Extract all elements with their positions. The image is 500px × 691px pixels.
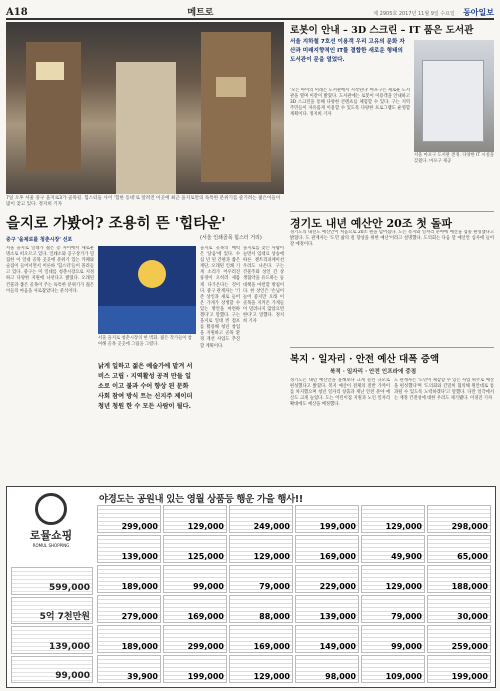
ad-featured-price: 139,000 bbox=[49, 641, 90, 652]
ad-product-cell bbox=[163, 655, 227, 683]
ad-product-cell bbox=[163, 625, 227, 653]
ad-product-cell bbox=[361, 535, 425, 563]
ad-product-cell bbox=[97, 535, 161, 563]
library-lead: 서울 지하철 7호선 이용객 우리 고유의 문화 자산과 미래지향적인 IT를 결합한 새로운 형태의 도서관이 문을 열었다. bbox=[290, 39, 405, 63]
ad-product-cell bbox=[295, 505, 359, 533]
welfare-body-1: 경기도는 내년 예산안을 올해보다 크게 늘린 규모로 편성했다고 밝혔다. 복지 예산이 전체의 절반 가까이를 차지했으며 청년 일자리 창출과 재난 안전 분야 예산도 크게 늘었다. 도는 어린이집 지원과 노인 일자리 확대에도 예산을 배정했다. bbox=[290, 378, 390, 408]
ad-product-cell bbox=[427, 505, 491, 533]
ad-product-cell bbox=[295, 625, 359, 653]
alley-photo bbox=[6, 22, 284, 194]
ad-product-cell bbox=[295, 535, 359, 563]
main-body-col3: 을지로 골목의 매력은 '낡음'에 있다. 수십 년 된 간판과 좁은 계단, 오래된 인쇄 기계 소리가 어우러진 풍경이 오히려 새롭게 다가온다는 것이다. 중구 관계자는 '기존 상인과 새로 들어온 가게가 상생할 수 있는 방안을 마련하겠다'고 말했다. 구는 을지로 일대 빈 점포를 활용해 청년 창업을 지원하고 골목 환경 개선 사업도 추진할 계획이다. bbox=[200, 246, 240, 349]
ad-product-price: 169,000 bbox=[187, 612, 224, 621]
ad-product-cell bbox=[427, 655, 491, 683]
main-subtitle: (서울 인쇄골목 힙스터 거리) bbox=[200, 235, 262, 241]
ad-product-price: 79,000 bbox=[391, 612, 422, 621]
library-photo-caption: 서울 마포구 도서관 전경. 다양한 IT 시설을 갖췄다. 마포구 제공 bbox=[414, 153, 494, 164]
ad-product-price: 189,000 bbox=[121, 582, 158, 591]
ad-left-column bbox=[11, 567, 93, 683]
ad-product-price: 129,000 bbox=[385, 522, 422, 531]
ad-product-cell bbox=[295, 565, 359, 593]
main-body-col4: 을지로를 찾는 사람이 늘면서 임대료 상승에 따른 젠트리피케이션 우려도 나온다. 구는 건물주와 상인 간 상생협약을 유도하는 등 대책을 마련할 방침이다. 한 상인은 '손님이 늘어 좋지만 오래 이 골목을 지켜온 가게들이 밀려나지 않았으면 한다'고 말했다. 정지희 기자 bbox=[243, 246, 284, 325]
store-logo: 로뮬쇼핑 ROMUL SHOPPING bbox=[11, 491, 91, 561]
ad-product-price: 169,000 bbox=[253, 642, 290, 651]
ad-product-price: 88,000 bbox=[259, 612, 290, 621]
welfare-body-2: 도 관계자는 '도민이 체감할 수 있는 사업 위주로 예산을 편성했다'며 '도의회와 긴밀히 협의해 원안대로 통과될 수 있도록 노력하겠다'고 말했다. 다만 일각에서는 재정 건전성에 대한 우려도 제기됐다. 이경진 기자 bbox=[394, 378, 494, 402]
ad-product-cell bbox=[97, 505, 161, 533]
ad-product-price: 129,000 bbox=[253, 552, 290, 561]
mural-photo-caption: 서울 을지로 청춘시장의 한 벽화. 젊은 작가들이 참여해 골목 곳곳에 그림을 그렸다. bbox=[98, 336, 192, 347]
issue-meta: 제 2905호 2017년 11월 9일 수요일 bbox=[373, 11, 455, 17]
ad-product-cell bbox=[97, 655, 161, 683]
ad-product-price: 149,000 bbox=[319, 642, 356, 651]
ad-product-price: 49,900 bbox=[391, 552, 422, 561]
ad-product-cell bbox=[361, 655, 425, 683]
ad-product-cell bbox=[229, 655, 293, 683]
ad-product-cell bbox=[163, 565, 227, 593]
ad-product-price: 125,000 bbox=[187, 552, 224, 561]
ad-product-cell bbox=[427, 565, 491, 593]
ad-product-price: 249,000 bbox=[253, 522, 290, 531]
ad-product-cell bbox=[163, 505, 227, 533]
ad-featured-price: 5억 7천만원 bbox=[39, 612, 90, 622]
ad-product-cell bbox=[229, 535, 293, 563]
ad-product-cell bbox=[229, 595, 293, 623]
ad-product-cell bbox=[427, 625, 491, 653]
ad-product-cell bbox=[361, 565, 425, 593]
ad-product-price: 279,000 bbox=[121, 612, 158, 621]
main-tag: 중구 '을제로를 청춘시장' 선포 bbox=[6, 237, 73, 243]
newspaper-brand: 동아일보 bbox=[463, 8, 494, 17]
ad-product-cell bbox=[97, 625, 161, 653]
ad-product-price: 299,000 bbox=[121, 522, 158, 531]
ad-product-cell bbox=[229, 625, 293, 653]
library-photo bbox=[414, 40, 494, 152]
ad-product-cell bbox=[97, 565, 161, 593]
ad-product-cell bbox=[295, 655, 359, 683]
ad-product-cell bbox=[361, 625, 425, 653]
ad-product-price: 98,000 bbox=[325, 672, 356, 681]
ad-product-price: 259,000 bbox=[451, 642, 488, 651]
ad-product-cell bbox=[163, 595, 227, 623]
ad-featured-price: 599,000 bbox=[49, 582, 90, 593]
ad-product-price: 129,000 bbox=[385, 582, 422, 591]
ad-product-price: 139,000 bbox=[319, 612, 356, 621]
ad-product-price: 65,000 bbox=[457, 552, 488, 561]
welfare-subtitle: 북적 · 일자리 · 안전 인프라에 중점 bbox=[330, 369, 417, 375]
ad-product-price: 189,000 bbox=[121, 642, 158, 651]
section-name: 메트로 bbox=[187, 8, 214, 18]
welfare-headline: 복지 · 일자리 · 안전 예산 대폭 증액 bbox=[290, 347, 494, 365]
ad-product-cell bbox=[295, 595, 359, 623]
ad-product-cell bbox=[427, 535, 491, 563]
library-body: '모든 아이의 미래는 도서관에서 시작된다' 마포구는 새로운 도서관을 열며 이같이 밝혔다. 도서관에는 로봇이 이용객을 안내하고 3D 스크린을 통해 다양한 콘텐츠를 체험할 수 있다. 구는 지역 주민들이 자유롭게 이용할 수 있도록 다양한 프로그램도 운영할 계획이다. 정지희 기자 bbox=[290, 88, 410, 118]
mural-photo bbox=[98, 246, 196, 334]
ad-headline: 야경도는 공원내 있는 영월 상품등 행운 가을 행사!! bbox=[99, 494, 303, 505]
ad-product-price: 109,000 bbox=[385, 672, 422, 681]
ad-product-cell bbox=[163, 535, 227, 563]
ad-product-price: 79,000 bbox=[259, 582, 290, 591]
ad-product-price: 199,000 bbox=[187, 672, 224, 681]
page-number: A18 bbox=[6, 7, 28, 18]
ad-product-price: 99,000 bbox=[391, 642, 422, 651]
ad-featured-cell bbox=[11, 626, 93, 654]
ad-product-price: 129,000 bbox=[187, 522, 224, 531]
ad-product-price: 299,000 bbox=[187, 642, 224, 651]
ad-product-price: 298,000 bbox=[451, 522, 488, 531]
ad-product-cell bbox=[229, 565, 293, 593]
ad-product-price: 169,000 bbox=[319, 552, 356, 561]
page-header bbox=[6, 4, 494, 20]
ad-product-price: 99,000 bbox=[193, 582, 224, 591]
main-headline: 을지로 가봤어? 조용히 뜬 '힙타운' bbox=[6, 215, 226, 232]
ad-product-price: 229,000 bbox=[319, 582, 356, 591]
ad-product-cell bbox=[361, 505, 425, 533]
ad-featured-price: 99,000 bbox=[55, 671, 90, 681]
ad-product-price: 199,000 bbox=[319, 522, 356, 531]
ad-product-price: 139,000 bbox=[121, 552, 158, 561]
shopping-advertisement bbox=[6, 486, 496, 688]
library-headline: 로봇이 안내 – 3D 스크린 – IT 품은 도서관 bbox=[290, 25, 474, 36]
ad-featured-cell bbox=[11, 567, 93, 595]
ad-product-price: 188,000 bbox=[451, 582, 488, 591]
budget-body: 경기도의 내년도 예산안이 처음으로 20조 원을 넘어섰다. 도는 복지와 일자리 분야에 예산을 집중 편성했다고 밝혔다. 도 관계자는 '도민 삶의 질 향상을 위한 예산'이라고 설명했다. 도의회는 다음 달 예산안 심사에 들어갈 예정이다. bbox=[290, 230, 494, 248]
ad-product-cell bbox=[229, 505, 293, 533]
ad-featured-cell bbox=[11, 597, 93, 625]
main-body-col1: 서울 을지로 일대가 젊은 층 사이에서 새로운 명소로 떠오르고 있다. 인쇄소와 공구상가가 밀집한 이 일대 골목 곳곳에 분위기 있는 카페와 술집이 들어서면서 이른바 '힙스터'들이 몰려들고 있다. 중구는 이 일대를 청춘시장으로 지정하고 다양한 지원에 나선다고 밝혔다. 오래된 건물과 좁은 골목이 주는 독특한 분위기가 젊은이들의 마음을 사로잡았다는 분석이다. bbox=[6, 246, 94, 294]
ad-product-cell bbox=[97, 595, 161, 623]
ad-product-cell bbox=[361, 595, 425, 623]
ad-product-price: 199,000 bbox=[451, 672, 488, 681]
ad-product-price: 39,900 bbox=[127, 672, 158, 681]
ad-product-price: 30,000 bbox=[457, 612, 488, 621]
ad-product-grid bbox=[97, 505, 491, 683]
ad-featured-cell bbox=[11, 656, 93, 684]
alley-photo-caption: 7일 오후 서울 중구 을지로3가 골목길. 힙스터들 사이 '힙한 동네'로 알려진 이곳에 최근 을지로만의 독특한 분위기를 즐기려는 젊은이들이 많이 찾고 있다. 정지희 기자 bbox=[6, 196, 281, 207]
budget-headline: 경기도 내년 예산안 20조 첫 돌파 bbox=[290, 211, 494, 231]
ad-product-cell bbox=[427, 595, 491, 623]
pull-quote: 낡게 일하고 젊은 예술가에 맡겨 서비스 고립 · 지역활성 공적 만들 일소로 이고 불과 수어 향상 된 문화 사회 참여 방식 트는 신지주 제이더 청년 청원 한 수 모든 사람이 될다. bbox=[98, 363, 193, 410]
ad-product-price: 129,000 bbox=[253, 672, 290, 681]
